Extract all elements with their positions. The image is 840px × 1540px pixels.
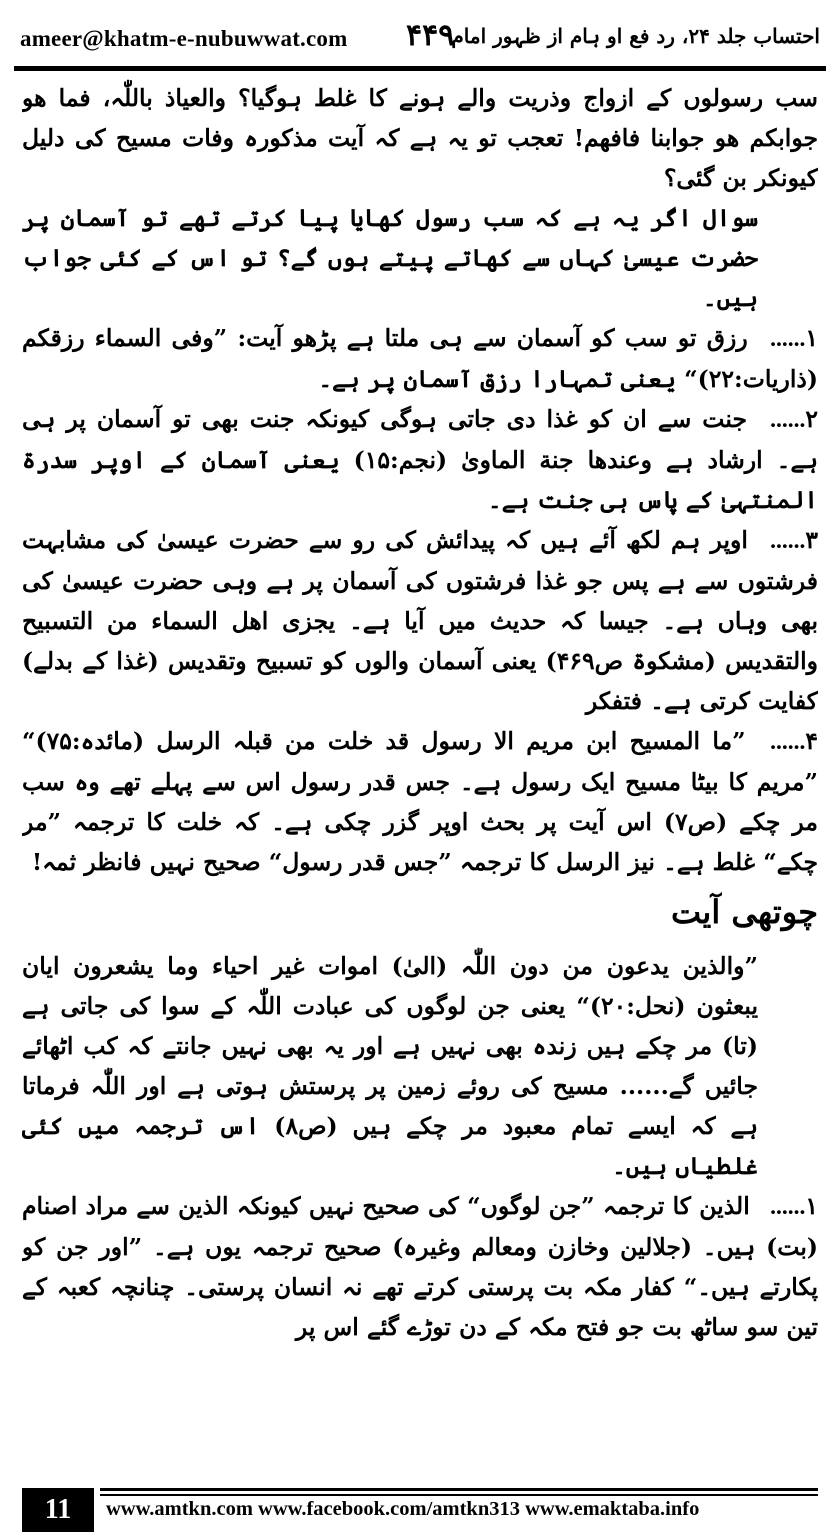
- item-number: ۳......: [770, 528, 818, 554]
- body-paragraph: سب رسولوں کے ازواج وذریت والے ہونے کا غلط ہوگیا؟ والعیاذ باللّٰہ، فما ھو جوابکم ھو جوابنا فافھم! تعجب تو یہ ہے کہ آیت مذکورہ وفات مسیح کی دلیل کیونکر بن گئی؟: [22, 84, 818, 192]
- item-number: ۴......: [770, 729, 818, 755]
- item-text: ”ما المسیح ابن مریم الا رسول قد خلت من قبلہ الرسل (مائدہ:۷۵)“ ”مریم کا بیٹا مسیح ایک رسول ہے۔ جس قدر رسول اس سے پہلے تھے وہ سب مر چکے (ص۷) اس آیت پر بحث اوپر گزر چکی ہے۔ کہ خلت کا ترجمہ ”مر چکے“ غلط ہے۔ نیز الرسل کا ترجمہ ”جس قدر رسول“ صحیح نہیں فانظر ثمہ!: [22, 727, 818, 876]
- body-paragraph: سوال اگر یہ ہے کہ سب رسول کھایا پیا کرتے تھے تو آسمان پر حضرت عیسیٰ کہاں سے کھاتے پیتے ہوں گے؟ تو اس کے کئی جواب ہیں۔: [22, 204, 758, 312]
- numbered-item: [22, 318, 818, 399]
- numbered-item: [22, 399, 818, 520]
- header-email: ameer@khatm-e-nubuwwat.com: [20, 26, 348, 51]
- numbered-item: [22, 721, 818, 882]
- numbered-item: [22, 520, 818, 721]
- page-header: [14, 14, 826, 66]
- footer-urls: www.amtkn.com www.facebook.com/amtkn313 www.emaktaba.info: [106, 1498, 700, 1520]
- footer-rule: [100, 1488, 818, 1491]
- item-text: رزق تو سب کو آسمان سے ہی ملتا ہے پڑھو آیت: ”وفی السماء رزقکم (ذاریات:۲۲)“ یعنی تمہارا رزق آسمان پر ہے۔: [22, 324, 818, 393]
- footer-page-number: 11: [22, 1488, 94, 1532]
- item-text: الذین کا ترجمہ ”جن لوگوں“ کی صحیح نہیں کیونکہ الذین سے مراد اصنام (بت) ہیں۔ (جلالین وخازن ومعالم وغیرہ) صحیح ترجمہ یوں ہے۔ ”اور جن کو پکارتے ہیں۔“ کفار مکہ بت پرستی کرتے تھے نہ انسان پرستی۔ چنانچہ کعبہ کے تین سو ساٹھ بت جو فتح مکہ کے دن توڑے گئے اس پر: [22, 1192, 818, 1341]
- item-number: ۱......: [770, 326, 818, 352]
- page-footer: [22, 1482, 818, 1532]
- page-body: [22, 78, 818, 1466]
- item-text: اوپر ہم لکھ آئے ہیں کہ پیدائش کی رو سے حضرت عیسیٰ کی مشابہت فرشتوں سے ہے پس جو غذا فرشتوں کی آسمان پر ہے وہی حضرت عیسیٰ کی بھی وہاں ہے۔ جیسا کہ حدیث میں آیا ہے۔ یجزی اھل السماء من التسبیح والتقدیس (مشکوۃ ص۴۶۹) یعنی آسمان والوں کو تسبیح وتقدیس (غذا کے بدلے) کفایت کرتی ہے۔ فتفکر: [22, 526, 818, 715]
- header-page-number: ۴۴۹: [406, 18, 455, 53]
- item-text: جنت سے ان کو غذا دی جاتی ہوگی کیونکہ جنت بھی تو آسمان پر ہی ہے۔ ارشاد ہے وعندھا جنة الماویٰ (نجم:۱۵) یعنی آسمان کے اوپر سدرۃ المنتہیٰ کے پاس ہی جنت ہے۔: [22, 405, 818, 514]
- footer-rule: [100, 1494, 818, 1496]
- verse-paragraph: ”والذین یدعون من دون اللّٰہ (الیٰ) اموات غیر احیاء وما یشعرون ایان یبعثون (نحل:۲۰)“ یعنی جن لوگوں کی عبادت اللّٰہ کے سوا کی جاتی ہے (تا) مر چکے ہیں زندہ بھی نہیں ہے اور یہ بھی نہیں جانتے کہ کب اٹھائے جائیں گے...... مسیح کی روئے زمین پر پرستش ہوتی ہے اور اللّٰہ فرماتا ہے کہ ایسے تمام معبود مر چکے ہیں (ص۸) اس ترجمہ میں کئی غلطیاں ہیں۔: [22, 952, 758, 1180]
- header-book-title: احتساب جلد ۲۴، رد فع او ہام از ظہور امام: [451, 24, 820, 48]
- item-number: ۲......: [770, 407, 818, 433]
- item-number: ۱......: [770, 1194, 818, 1220]
- header-rule: [14, 66, 826, 71]
- numbered-item: [22, 1186, 818, 1347]
- section-heading: چوتھی آیت: [671, 893, 818, 931]
